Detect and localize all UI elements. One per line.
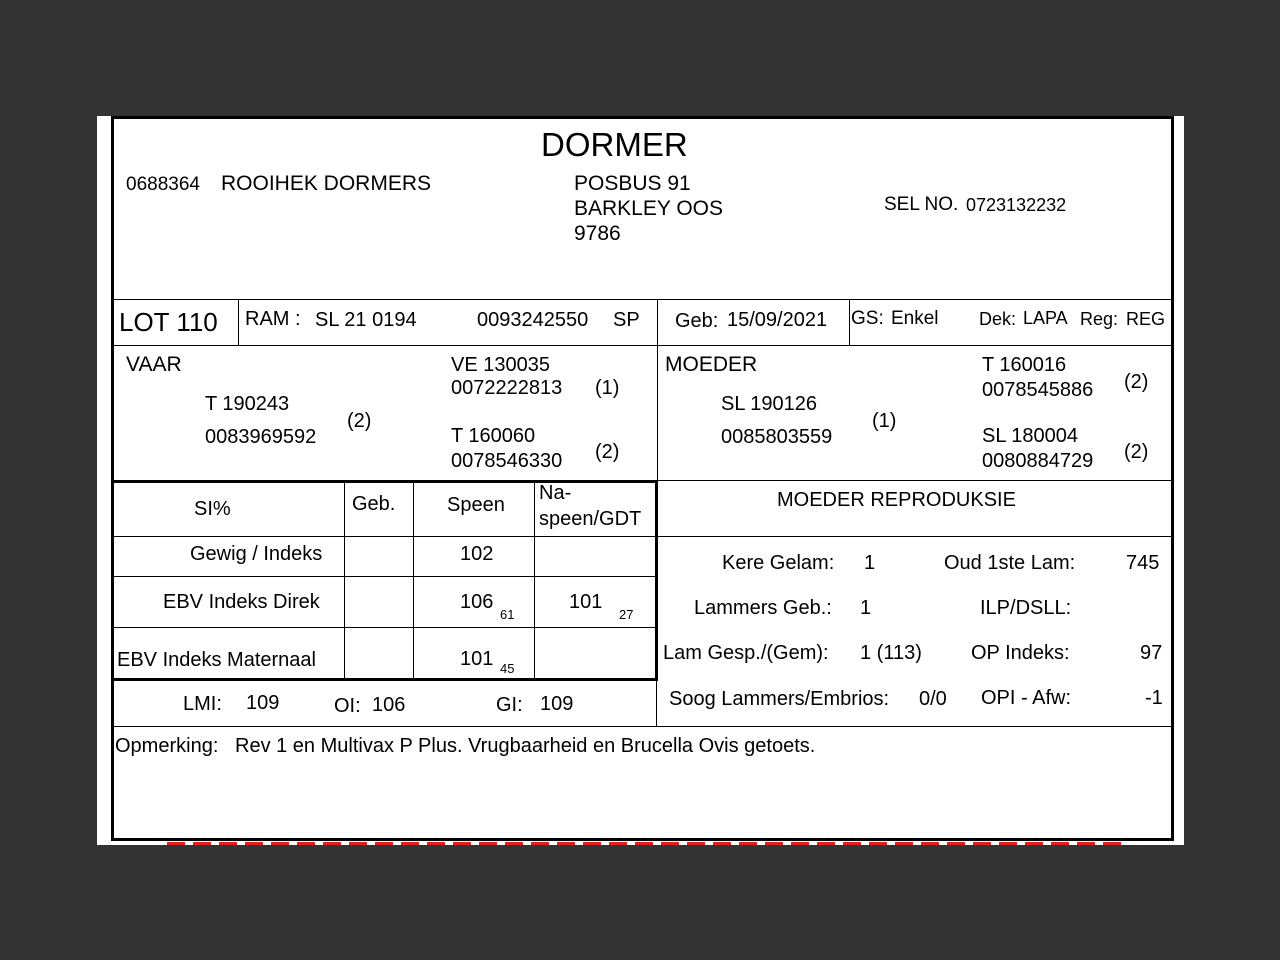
opi-value: -1: [1145, 687, 1163, 709]
kere-gelam-label: Kere Gelam:: [722, 552, 835, 574]
si-header-speen: Speen: [447, 494, 505, 516]
dam-label: MOEDER: [665, 353, 758, 376]
dam-dam-code: (2): [1124, 441, 1149, 463]
sire-label: VAAR: [126, 353, 182, 376]
si-header-si: SI%: [194, 498, 231, 520]
oi-label: OI:: [334, 695, 361, 717]
si-header-geb: Geb.: [352, 493, 396, 515]
reproduction-title: MOEDER REPRODUKSIE: [777, 489, 1016, 511]
lam-gesp-label: Lam Gesp./(Gem):: [663, 642, 829, 664]
lot-row-top-line: [111, 299, 1174, 300]
lmi-label: LMI:: [183, 693, 222, 715]
lam-gesp-value: 1 (113): [860, 642, 922, 664]
birth-label: Geb:: [675, 310, 719, 332]
dam-dam-id: SL 180004: [982, 425, 1079, 447]
breed-title: DORMER: [541, 126, 688, 163]
sire-registration: 0083969592: [205, 426, 317, 448]
sire-sire-registration: 0072222813: [451, 377, 563, 399]
reg-label: Reg:: [1080, 309, 1119, 329]
dam-dam-registration: 0080884729: [982, 450, 1094, 472]
ram-registration: 0093242550: [477, 309, 589, 331]
dek-value: LAPA: [1023, 308, 1068, 328]
birth-divider: [849, 299, 850, 345]
sire-sire-id: VE 130035: [451, 354, 550, 376]
sire-code: (2): [347, 410, 372, 432]
si-row-label: EBV Indeks Direk: [163, 591, 320, 613]
address-line-2: BARKLEY OOS: [574, 197, 724, 220]
oud-lam-label: Oud 1ste Lam:: [944, 552, 1076, 574]
remarks-text: Rev 1 en Multivax P Plus. Vrugbaarheid en Brucella Ovis getoets.: [235, 735, 816, 757]
lot-row-bottom-line: [111, 345, 1174, 346]
breeder-name: ROOIHEK DORMERS: [221, 172, 432, 195]
lot-number: LOT 110: [119, 307, 218, 337]
op-indeks-value: 97: [1140, 642, 1163, 664]
address-line-1: POSBUS 91: [574, 172, 691, 195]
gs-label: GS:: [851, 308, 884, 329]
catalogue-card: [97, 116, 1184, 845]
cell-number: 0723132232: [966, 195, 1067, 215]
si-row2-line: [111, 627, 657, 628]
soog-value: 0/0: [919, 688, 947, 710]
indices-bottom-line: [111, 726, 1174, 727]
si-row-speen: 102: [460, 543, 494, 565]
cell-label: SEL NO.: [884, 194, 959, 215]
member-number: 0688364: [126, 174, 200, 195]
pedigree-bottom-line-left: [111, 480, 657, 483]
reg-value: REG: [1126, 309, 1166, 329]
dam-id: SL 190126: [721, 393, 818, 415]
sire-sire-code: (1): [595, 377, 620, 399]
cut-off-red-text: [167, 842, 1127, 845]
lmi-value: 109: [246, 692, 280, 714]
si-table-right-border: [655, 480, 658, 681]
birth-date: 15/09/2021: [727, 309, 828, 331]
si-row-speen-subscript: 45: [500, 661, 515, 676]
card-right-border: [1171, 116, 1174, 841]
lammers-geb-label: Lammers Geb.:: [694, 597, 832, 619]
pedigree-divider: [657, 345, 658, 480]
indices-divider: [656, 680, 657, 726]
dam-sire-id: T 160016: [982, 354, 1067, 376]
ram-status: SP: [613, 309, 640, 331]
dam-registration: 0085803559: [721, 426, 833, 448]
si-row1-line: [111, 576, 657, 577]
si-geb-divider: [344, 480, 345, 678]
dam-code: (1): [872, 410, 897, 432]
sire-id: T 190243: [205, 393, 290, 415]
lot-divider: [238, 299, 239, 345]
gi-label: GI:: [496, 694, 523, 716]
remarks-label: Opmerking:: [115, 735, 219, 757]
si-header-naspeen-2: speen/GDT: [539, 508, 642, 530]
ram-id: SL 21 0194: [315, 309, 417, 331]
dam-sire-registration: 0078545886: [982, 379, 1094, 401]
card-bottom-border: [111, 838, 1174, 841]
si-row-speen: 101: [460, 648, 494, 670]
si-speen-divider: [413, 480, 414, 678]
oud-lam-value: 745: [1126, 552, 1160, 574]
si-naspeen-divider: [534, 480, 535, 678]
ram-divider: [657, 299, 658, 345]
sire-dam-registration: 0078546330: [451, 450, 563, 472]
card-left-border: [111, 116, 114, 841]
si-row-naspeen: 101: [569, 591, 603, 613]
sire-dam-code: (2): [595, 441, 620, 463]
si-header-line: [111, 536, 1174, 537]
ilp-label: ILP/DSLL:: [980, 597, 1072, 619]
si-row-speen-subscript: 61: [500, 607, 515, 622]
kere-gelam-value: 1: [864, 552, 876, 574]
gi-value: 109: [540, 693, 574, 715]
gs-value: Enkel: [891, 308, 939, 329]
opi-label: OPI - Afw:: [981, 687, 1072, 709]
lammers-geb-value: 1: [860, 597, 872, 619]
si-header-naspeen-1: Na-: [539, 482, 572, 504]
ram-label: RAM :: [245, 308, 301, 330]
si-row-speen: 106: [460, 591, 494, 613]
postal-code: 9786: [574, 222, 621, 245]
si-row-label: Gewig / Indeks: [190, 543, 323, 565]
si-row-naspeen-subscript: 27: [619, 607, 634, 622]
card-top-border: [111, 116, 1174, 119]
pedigree-bottom-line-right: [657, 480, 1174, 481]
sire-dam-id: T 160060: [451, 425, 536, 447]
si-table-bottom-line: [111, 678, 657, 681]
si-row-label: EBV Indeks Maternaal: [117, 649, 316, 671]
op-indeks-label: OP Indeks:: [971, 642, 1070, 664]
dek-label: Dek:: [979, 309, 1017, 329]
dam-sire-code: (2): [1124, 371, 1149, 393]
oi-value: 106: [372, 694, 406, 716]
soog-label: Soog Lammers/Embrios:: [669, 688, 890, 710]
